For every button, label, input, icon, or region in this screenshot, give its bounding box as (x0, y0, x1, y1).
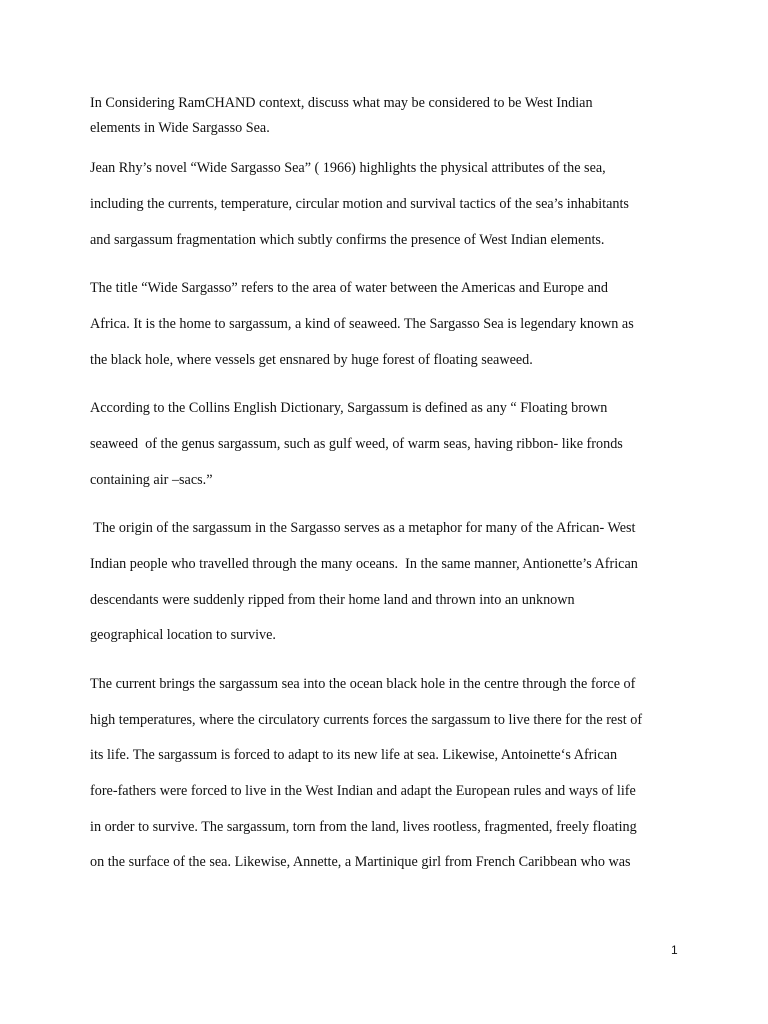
paragraph-line: fore-fathers were forced to live in the West Indian and adapt the European rules and ways of life (90, 783, 636, 799)
paragraph-line: Jean Rhy’s novel “Wide Sargasso Sea” ( 1966) highlights the physical attributes of the sea, (90, 160, 606, 176)
paragraph-line: geographical location to survive. (90, 627, 276, 643)
paragraph-line: in order to survive. The sargassum, torn from the land, lives rootless, fragmented, freely floating (90, 819, 637, 835)
paragraph-line: The title “Wide Sargasso” refers to the area of water between the Americas and Europe and (90, 280, 608, 296)
paragraph-line: and sargassum fragmentation which subtly confirms the presence of West Indian elements. (90, 232, 605, 248)
paragraph-line: Indian people who travelled through the many oceans. In the same manner, Antionette’s African (90, 556, 638, 572)
paragraph-line: containing air –sacs.” (90, 472, 213, 488)
question-line: elements in Wide Sargasso Sea. (90, 120, 270, 136)
paragraph-line: high temperatures, where the circulatory currents forces the sargassum to live there for the rest of (90, 712, 643, 728)
paragraph-line: The current brings the sargassum sea into the ocean black hole in the centre through the force of (90, 676, 636, 692)
paragraph-line: The origin of the sargassum in the Sargasso serves as a metaphor for many of the African- West (90, 520, 636, 536)
paragraph-line: the black hole, where vessels get ensnared by huge forest of floating seaweed. (90, 352, 533, 368)
paragraph-line: Africa. It is the home to sargassum, a kind of seaweed. The Sargasso Sea is legendary known as (90, 316, 634, 332)
question-line: In Considering RamCHAND context, discuss what may be considered to be West Indian (90, 95, 593, 111)
paragraph-line: descendants were suddenly ripped from their home land and thrown into an unknown (90, 592, 575, 608)
paragraph-line: on the surface of the sea. Likewise, Annette, a Martinique girl from French Caribbean who was (90, 854, 631, 870)
page-number: 1 (671, 943, 678, 957)
paragraph-line: including the currents, temperature, circular motion and survival tactics of the sea’s inhabitants (90, 196, 629, 212)
paragraph-line: According to the Collins English Dictionary, Sargassum is defined as any “ Floating brown (90, 400, 608, 416)
paragraph-line: seaweed of the genus sargassum, such as gulf weed, of warm seas, having ribbon- like fronds (90, 436, 623, 452)
paragraph-line: its life. The sargassum is forced to adapt to its new life at sea. Likewise, Antoinette‘s African (90, 747, 618, 763)
